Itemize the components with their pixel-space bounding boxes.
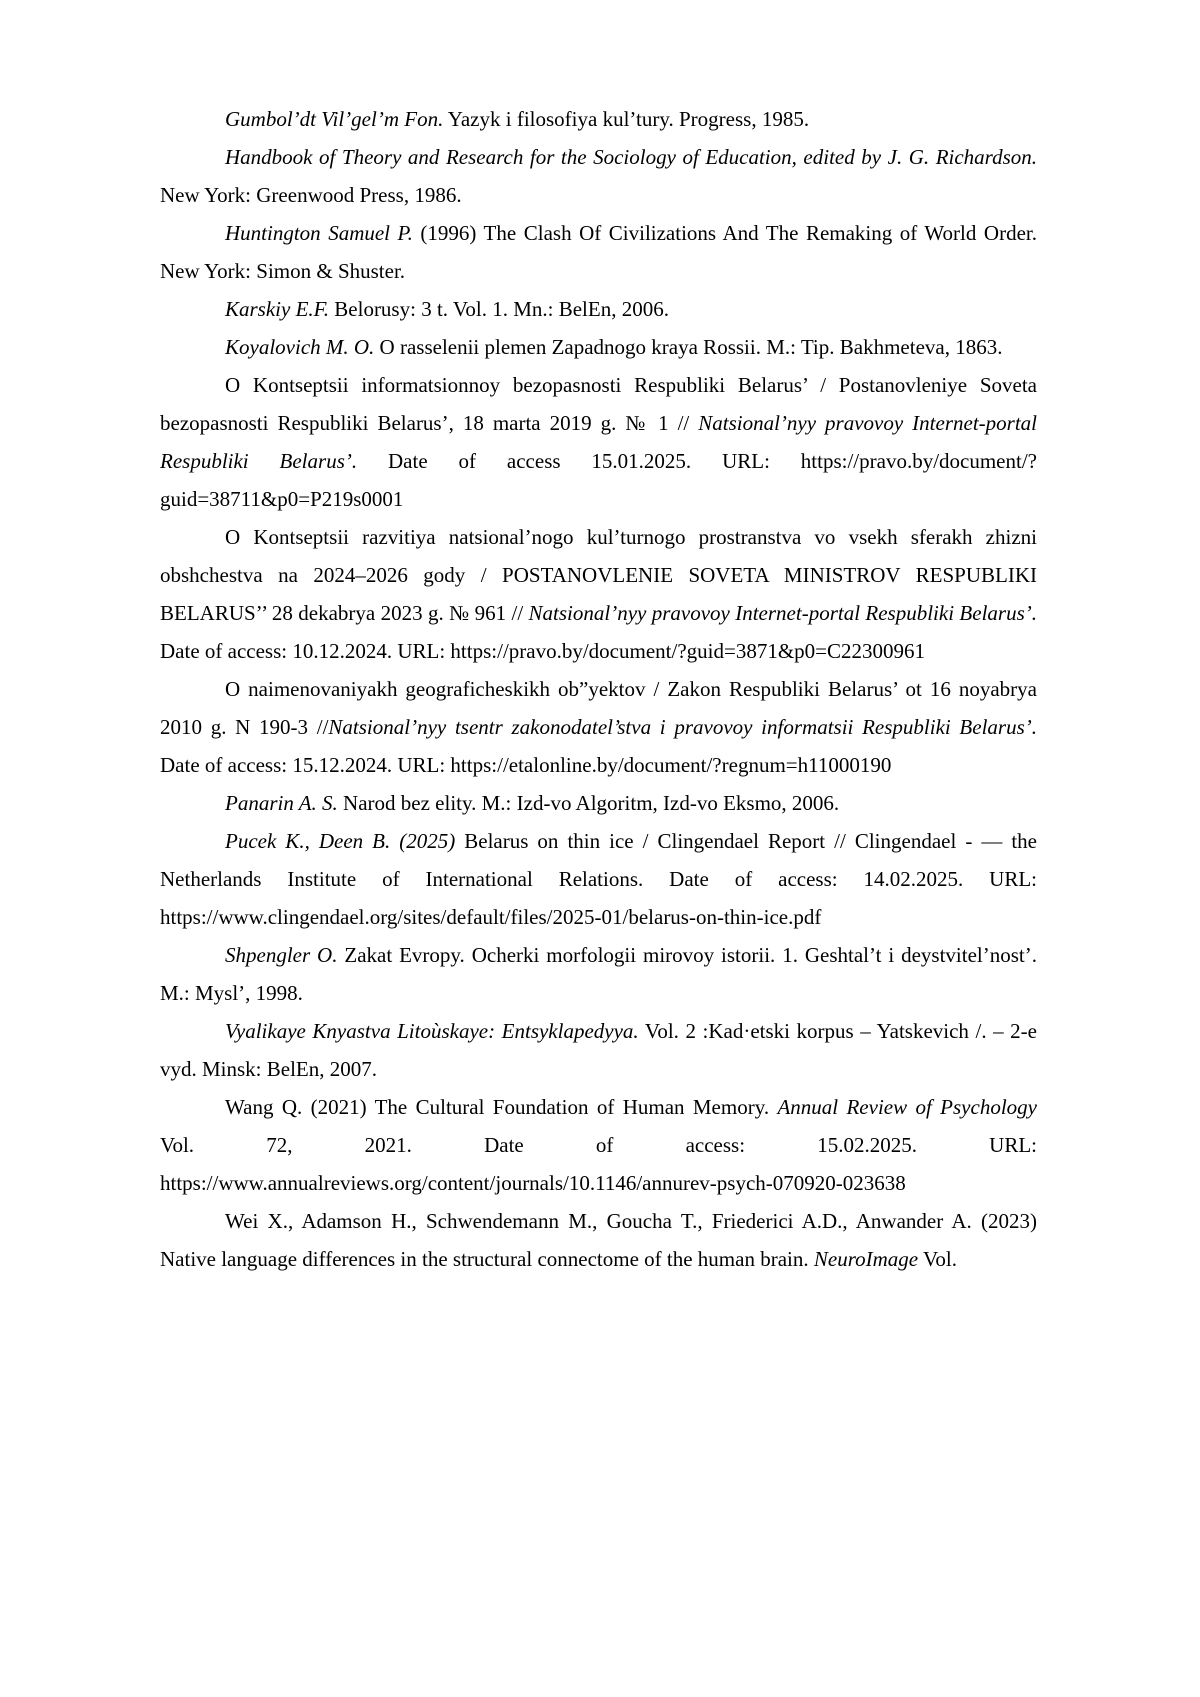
- reference-italic-segment: Koyalovich M. O.: [225, 335, 375, 359]
- reference-text-segment: New York: Greenwood Press, 1986.: [160, 183, 462, 207]
- reference-text-segment: Vol. 72, 2021. Date of access: 15.02.2025. URL: https://www.annualreviews.org/content/journals/10.1146/annurev-psych-070920-023638: [160, 1133, 1037, 1195]
- reference-entry: [160, 100, 1037, 138]
- reference-text-segment: O rasselenii plemen Zapadnogo kraya Rossii. M.: Tip. Bakhmeteva, 1863.: [374, 335, 1003, 359]
- reference-entry: [160, 784, 1037, 822]
- reference-text-segment: O Kontseptsii razvitiya natsional’nogo kul’turnogo prostranstva vo vsekh sferakh zhizni obshchestva na 2024–2026 gody / POSTANOVLENIE SOVETA MINISTROV RESPUBLIKI BELARUS’’ 28 dekabrya 2023 g. № 961 //: [160, 525, 1037, 625]
- reference-text-segment: Narod bez elity. M.: Izd-vo Algoritm, Izd-vo Eksmo, 2006.: [337, 791, 840, 815]
- reference-italic-segment: Annual Review of Psychology: [777, 1095, 1037, 1119]
- reference-entry: [160, 670, 1037, 784]
- reference-italic-segment: Vyalikaye Knyastva Litoѝskaye: Entsyklapedyya.: [225, 1019, 639, 1043]
- reference-italic-segment: Natsional’nyy pravovoy Internet-portal Respubliki Belarus’.: [528, 601, 1037, 625]
- reference-text-segment: Wei X., Adamson H., Schwendemann M., Goucha T., Friederici A.D., Anwander A. (2023) Native language differences in the structural connectome of the human brain.: [160, 1209, 1037, 1271]
- reference-text-segment: O naimenovaniyakh geograficheskikh ob”yektov / Zakon Respubliki Belarus’ ot 16 noyabrya 2010 g. N 190-3 //: [160, 677, 1037, 739]
- reference-italic-segment: Natsional’nyy tsentr zakonodatel’stva i pravovoy informatsii Respubliki Belarus’.: [328, 715, 1037, 739]
- reference-text-segment: Belorusy: 3 t. Vol. 1. Mn.: BelEn, 2006.: [329, 297, 669, 321]
- reference-italic-segment: Pucek K., Deen B. (2025): [225, 829, 456, 853]
- reference-entry: [160, 1088, 1037, 1202]
- reference-entry: [160, 1012, 1037, 1088]
- reference-text-segment: Zakat Evropy. Ocherki morfologii mirovoy istorii. 1. Geshtal’t i deystvitel’nost’. M.: Mysl’, 1998.: [160, 943, 1037, 1005]
- reference-italic-segment: Huntington Samuel P.: [225, 221, 413, 245]
- reference-text-segment: Belarus on thin ice / Clingendael Report // Clingendael - — the Netherlands Institute of International Relations. Date of access: 14.02.2025. URL: https://www.clingendael.org/sites/default/files/2025-01/belarus-on-thin-ice.pdf: [160, 829, 1038, 929]
- reference-italic-segment: NeuroImage: [813, 1247, 919, 1271]
- reference-entry: [160, 822, 1037, 936]
- reference-entry: [160, 518, 1037, 670]
- reference-text-segment: Vol. 2 :Kad·etski korpus – Yatskevich /. – 2-e vyd. Minsk: BelEn, 2007.: [160, 1019, 1037, 1081]
- reference-entry: [160, 936, 1037, 1012]
- reference-italic-segment: Panarin A. S.: [225, 791, 338, 815]
- reference-entry: [160, 328, 1037, 366]
- reference-entry: [160, 290, 1037, 328]
- reference-italic-segment: Gumbol’dt Vil’gel’m Fon.: [225, 107, 444, 131]
- reference-text-segment: Vol.: [918, 1247, 957, 1271]
- reference-entry: [160, 214, 1037, 290]
- reference-text-segment: Wang Q. (2021) The Cultural Foundation of Human Memory.: [225, 1095, 778, 1119]
- reference-italic-segment: Shpengler O.: [225, 943, 338, 967]
- reference-italic-segment: Natsional’nyy pravovoy Internet-portal Respubliki Belarus’.: [160, 411, 1037, 473]
- reference-text-segment: Date of access: 15.12.2024. URL: https://etalonline.by/document/?regnum=h11000190: [160, 753, 892, 777]
- reference-text-segment: O Kontseptsii informatsionnoy bezopasnosti Respubliki Belarus’ / Postanovleniye Soveta bezopasnosti Respubliki Belarus’, 18 marta 2019 g. № 1 //: [160, 373, 1037, 435]
- reference-entry: [160, 138, 1037, 214]
- reference-text-segment: Date of access: 10.12.2024. URL: https://pravo.by/document/?guid=3871&p0=C22300961: [160, 639, 926, 663]
- reference-text-segment: (1996) The Clash Of Civilizations And The Remaking of World Order. New York: Simon & Shuster.: [160, 221, 1037, 283]
- reference-italic-segment: Handbook of Theory and Research for the Sociology of Education, edited by J. G. Richardson.: [225, 145, 1037, 169]
- reference-text-segment: Yazyk i filosofiya kul’tury. Progress, 1985.: [443, 107, 810, 131]
- reference-text-segment: Date of access 15.01.2025. URL: https://pravo.by/document/?guid=38711&p0=P219s0001: [160, 449, 1037, 511]
- reference-entry: [160, 366, 1037, 518]
- reference-entry: [160, 1202, 1037, 1278]
- reference-italic-segment: Karskiy E.F.: [225, 297, 330, 321]
